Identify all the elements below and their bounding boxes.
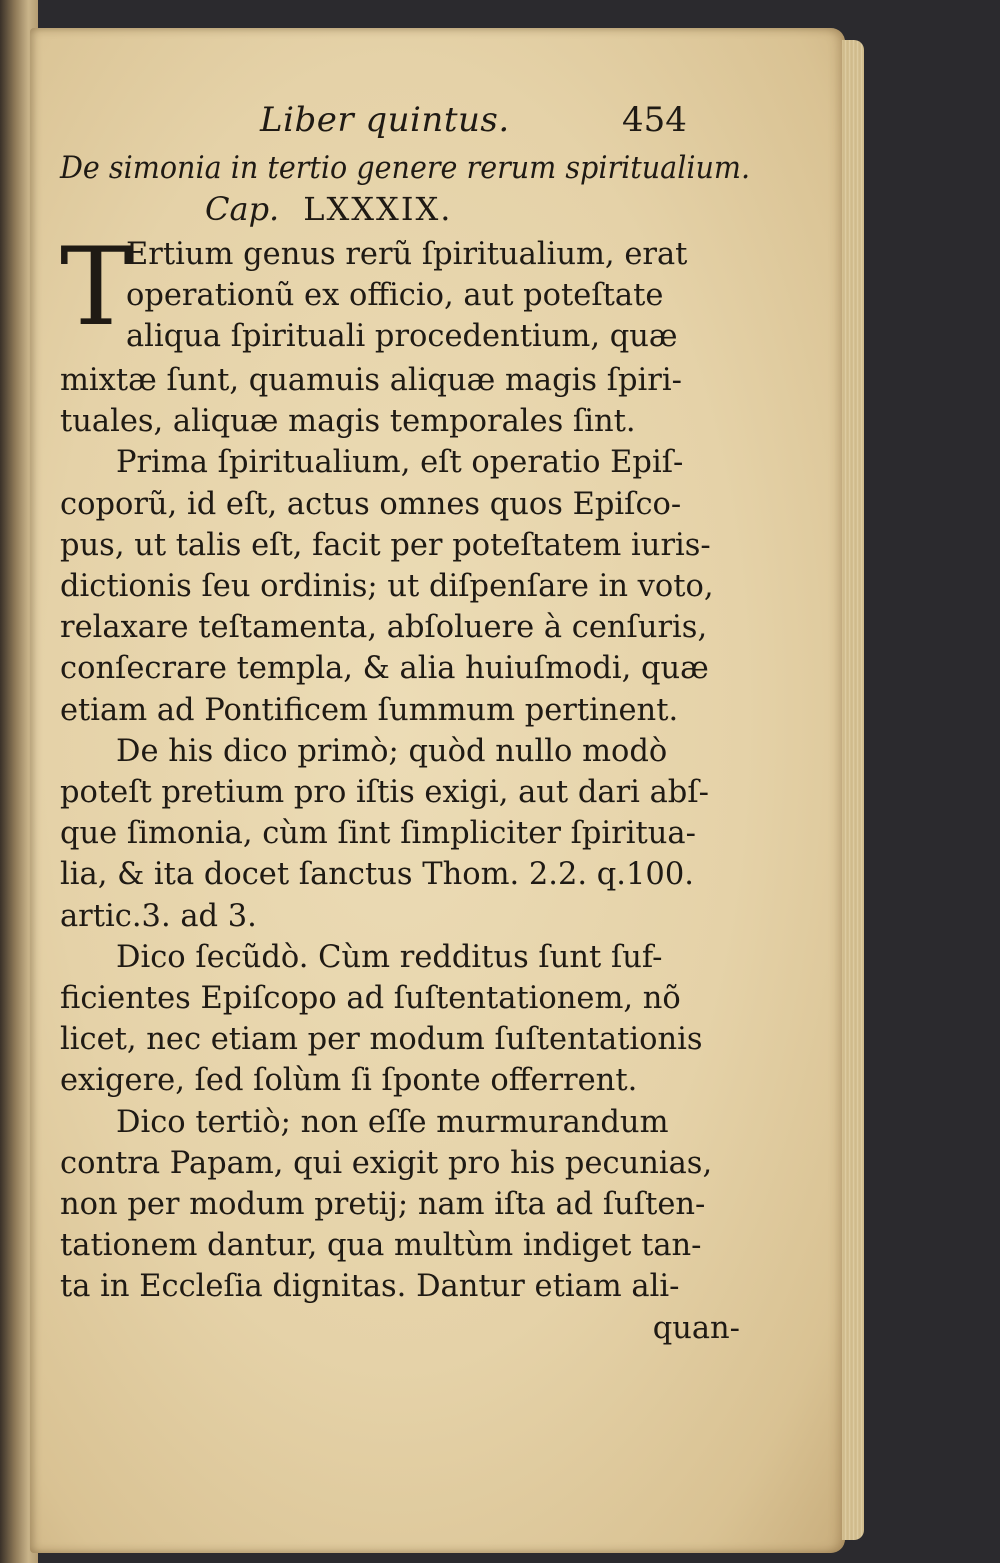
text-line: que ſimonia, cùm ſint ſimpliciter ſpiritua- [60,816,696,852]
chapter-cap-label: Cap. [205,190,280,228]
text-line: operationũ ex officio, aut poteſtate [126,278,664,314]
text-line: De his dico primò; quòd nullo modò [116,733,668,769]
text-line: mixtæ ſunt, quamuis aliquæ magis ſpiri- [60,363,682,398]
text-line: contra Papam, qui exigit pro his pecunias, [60,1145,713,1181]
text-line: exigere, ſed ſolùm ſi ſponte offerrent. [60,1063,638,1099]
text-line: Dico ſecũdò. Cùm redditus ſunt ſuf- [116,939,663,975]
chapter-roman-numeral: LXXXIX. [303,190,453,228]
text-line: tationem dantur, qua multùm indiget tan- [60,1228,702,1264]
text-line: ta in Eccleſia dignitas. Dantur etiam ali- [60,1269,680,1305]
chapter-title: De simonia in tertio genere rerum spiritualium. [60,150,751,186]
text-line: aliqua ſpirituali procedentium, quæ [126,319,678,355]
text-line: Dico tertiò; non eſſe murmurandum [116,1104,669,1140]
chapter-number [205,190,740,228]
page-edges [842,40,864,1540]
text-line: pus, ut talis eſt, facit per poteſtatem iuris- [60,527,711,563]
running-title: Liber quintus. [260,100,510,140]
text-line: etiam ad Pontificem ſummum pertinent. [60,692,679,728]
paragraph-3 [60,731,740,937]
text-line: non per modum pretij; nam iſta ad ſuſten- [60,1187,706,1223]
text-line: poteſt pretium pro iſtis exigi, aut dari abſ- [60,775,709,811]
paragraph-2 [60,442,740,730]
text-line: tuales, aliquæ magis temporales ſint. [60,404,636,440]
drop-cap: T [60,225,133,350]
text-line: artic.3. ad 3. [60,898,257,934]
paragraph-5 [60,1102,740,1308]
text-line: licet, nec etiam per modum ſuſtentationis [60,1022,703,1058]
text-line: conſecrare templa, & alia huiuſmodi, quæ [60,651,709,687]
catchword: quan- [652,1310,740,1346]
text-line: relaxare teſtamenta, abſoluere à cenſuris, [60,610,708,646]
text-line: coporũ, id eſt, actus omnes quos Epiſco- [60,486,682,522]
paragraph-4 [60,937,740,1102]
text-line: lia, & ita docet ſanctus Thom. 2.2. q.100. [60,857,694,893]
text-line: Prima ſpiritualium, eſt operatio Epiſ- [116,445,684,481]
paragraph-1 [60,225,740,442]
text-line: dictionis ſeu ordinis; ut diſpenſare in voto, [60,569,714,605]
folio-number: 454 [622,100,687,140]
text-line: ficientes Epiſcopo ad ſuſtentationem, nõ [60,981,681,1017]
page-header [60,100,740,148]
text-line: Ertium genus rerũ ſpiritualium, erat [126,237,688,272]
page-text-block [60,100,751,1349]
